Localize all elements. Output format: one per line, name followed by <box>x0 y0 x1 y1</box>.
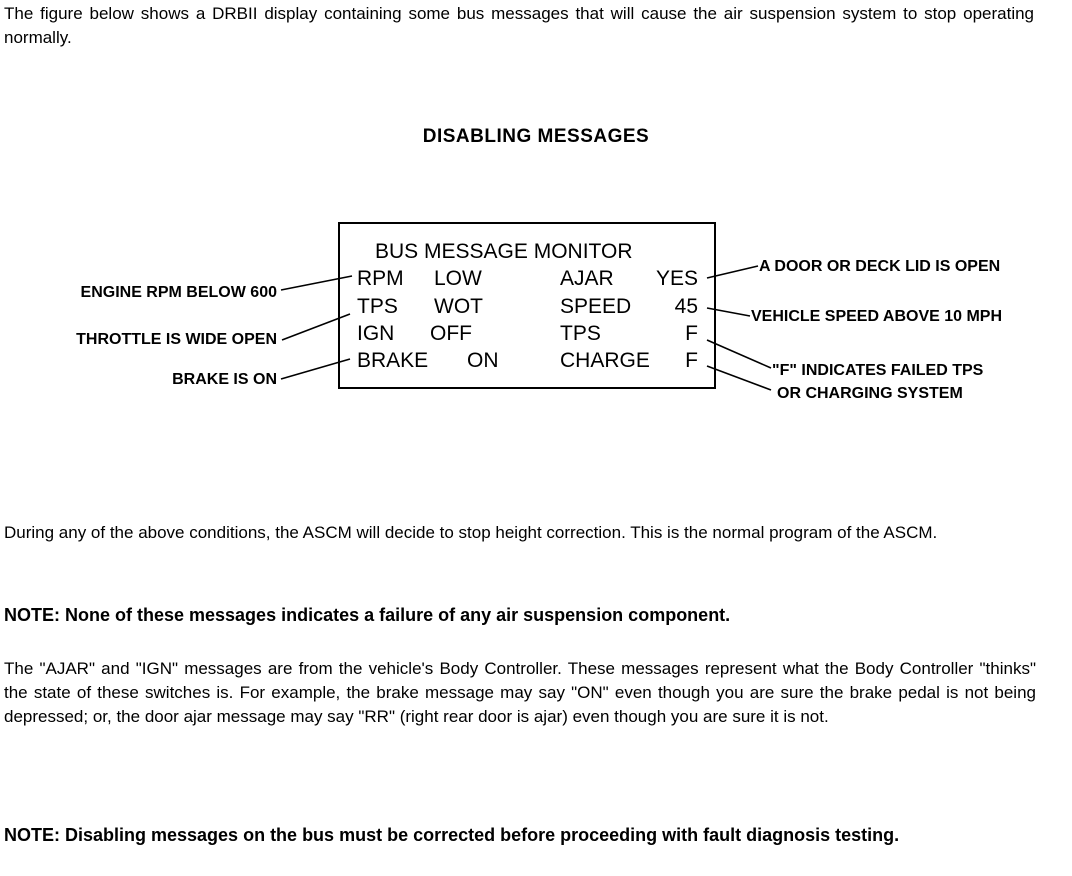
row2-val2: 45 <box>674 295 698 318</box>
row1-key2: AJAR <box>560 267 614 290</box>
callout-failed-line2: OR CHARGING SYSTEM <box>777 385 963 402</box>
callout-speed: VEHICLE SPEED ABOVE 10 MPH <box>751 308 1003 325</box>
intro-paragraph: The figure below shows a DRBII display containing some bus messages that will cause the air suspension system to stop operating normally. <box>4 4 1034 47</box>
row4-val1: ON <box>467 349 499 372</box>
note-no-failure: NOTE: None of these messages indicates a failure of any air suspension component. <box>4 605 731 625</box>
ajar-ign-paragraph: The "AJAR" and "IGN" messages are from the vehicle's Body Controller. These messages represent what the Body Controller "thinks" the state of these switches is. For example, the brake message may say "ON" even though you are sure the brake pedal is not being depressed; or, the door ajar message may say "RR" (right rear door is ajar) even though you are sure it is not. <box>4 659 1036 726</box>
bus-message-monitor <box>338 222 716 389</box>
callout-brake: BRAKE IS ON <box>172 371 277 388</box>
row2-val1: WOT <box>434 295 483 318</box>
row4-key1: BRAKE <box>357 349 429 372</box>
callout-door: A DOOR OR DECK LID IS OPEN <box>759 258 1001 275</box>
note-correct-before-testing: NOTE: Disabling messages on the bus must be corrected before proceeding with fault diagnosis testing. <box>4 825 900 845</box>
row2-key1: TPS <box>357 295 398 318</box>
conditions-paragraph: During any of the above conditions, the ASCM will decide to stop height correction. This is the normal program of the ASCM. <box>4 523 938 542</box>
row4-key2: CHARGE <box>560 349 650 372</box>
row1-val1: LOW <box>434 267 482 290</box>
callout-throttle: THROTTLE IS WIDE OPEN <box>76 331 277 348</box>
row4-val2: F <box>685 349 698 372</box>
callout-failed-line1: "F" INDICATES FAILED TPS <box>772 362 984 379</box>
leader-failed-tps <box>707 340 771 368</box>
row3-key2: TPS <box>560 322 601 345</box>
figure-title: DISABLING MESSAGES <box>422 126 650 147</box>
row2-key2: SPEED <box>560 295 632 318</box>
row3-val2: F <box>685 322 698 345</box>
row1-val2: YES <box>655 267 698 290</box>
callout-engine-rpm: ENGINE RPM BELOW 600 <box>80 284 277 301</box>
leader-failed-charge <box>707 366 771 390</box>
monitor-header: BUS MESSAGE MONITOR <box>375 240 633 263</box>
row3-key1: IGN <box>357 322 395 345</box>
row1-key1: RPM <box>357 267 404 290</box>
row3-val1: OFF <box>430 322 472 345</box>
